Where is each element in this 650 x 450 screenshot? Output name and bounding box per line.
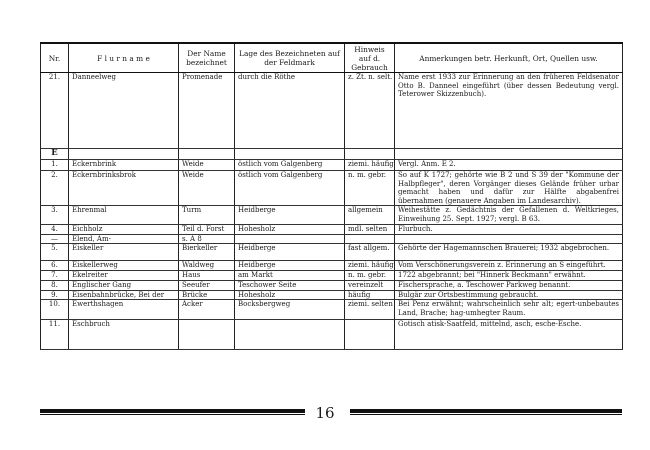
cell-nr: 5. <box>41 244 69 261</box>
cell-bez: s. A 8 <box>179 234 235 244</box>
cell-anm: Vergl. Anm. E 2. <box>395 160 623 171</box>
flurnamen-table <box>40 42 623 350</box>
cell-bez: Teil d. Forst <box>179 224 235 234</box>
table-row <box>41 280 623 290</box>
table-row <box>41 271 623 281</box>
cell-anm: Bulgär zur Ortsbestimmung gebraucht. <box>395 290 623 300</box>
cell-gebrauch <box>345 234 395 244</box>
cell-lage: Hohesholz <box>235 290 345 300</box>
cell-gebrauch: mdl. selten <box>345 224 395 234</box>
cell-name: Elend, Am- <box>69 234 179 244</box>
table-row <box>41 300 623 320</box>
table-row <box>41 234 623 244</box>
cell-lage: Hohesholz <box>235 224 345 234</box>
cell-lage <box>235 234 345 244</box>
cell-lage: östlich vom Galgenberg <box>235 160 345 171</box>
cell-name: Eckernbrinksbrok <box>69 171 179 206</box>
table-row <box>41 171 623 206</box>
cell-nr: 1. <box>41 160 69 171</box>
cell-bez: Bierkeller <box>179 244 235 261</box>
cell-bez: Seeufer <box>179 280 235 290</box>
table-row <box>41 320 623 350</box>
cell-lage: durch die Röthe <box>235 73 345 149</box>
table-row <box>41 261 623 271</box>
cell-nr: 6. <box>41 261 69 271</box>
cell-lage: Bocksbergweg <box>235 300 345 320</box>
cell-anm: Flurbuch. <box>395 224 623 234</box>
cell-anm <box>395 234 623 244</box>
cell-gebrauch: z. Zt. n. selt. <box>345 73 395 149</box>
table-row <box>41 244 623 261</box>
cell-lage: östlich vom Galgenberg <box>235 171 345 206</box>
cell-bez: Brücke <box>179 290 235 300</box>
cell-anm: So auf K 1727; gehörte wie B 2 und S 39 der "Kommune der Halbpfleger", deren Vorgänger dieses Gelände früher urbar gemacht haben und dafür zur Hälfte abgabenfrei übernahmen (genauere Angaben im Landesarchiv). <box>395 171 623 206</box>
col-header-bezeichnet: Der Name bezeichnet <box>179 43 235 73</box>
cell-gebrauch: vereinzelt <box>345 280 395 290</box>
cell-lage <box>235 320 345 350</box>
cell-nr: 21. <box>41 73 69 149</box>
cell-lage: am Markt <box>235 271 345 281</box>
cell-gebrauch: fast allgem. <box>345 244 395 261</box>
section-row <box>41 149 623 160</box>
cell-nr: 8. <box>41 280 69 290</box>
cell-nr: 4. <box>41 224 69 234</box>
cell-anm: 1722 abgebrannt; bei "Hinnerk Beckmann" erwähnt. <box>395 271 623 281</box>
cell-nr: 9. <box>41 290 69 300</box>
cell-name: Eisenbahnbrücke, Bei der <box>69 290 179 300</box>
col-header-flurname: F l u r n a m e <box>69 43 179 73</box>
header-row <box>41 43 623 73</box>
cell-name: Eschbruch <box>69 320 179 350</box>
cell-name: Eichholz <box>69 224 179 234</box>
cell-anm: Gehörte der Hagemannschen Brauerei; 1932 abgebrochen. <box>395 244 623 261</box>
cell-gebrauch: ziemi. selten <box>345 300 395 320</box>
col-header-nr: Nr. <box>41 43 69 73</box>
table-row <box>41 224 623 234</box>
cell-name: Ehrenmal <box>69 206 179 224</box>
cell-nr: 11. <box>41 320 69 350</box>
footer-rule-right-thin <box>350 414 622 415</box>
cell-gebrauch: n. m. gebr. <box>345 171 395 206</box>
cell-gebrauch: allgemein <box>345 206 395 224</box>
cell-nr: 10. <box>41 300 69 320</box>
cell-anm: Name erst 1933 zur Erinnerung an den früheren Feldsenator Otto B. Danneel eingeführt (über dessen Bedeutung vergl. Teterower Skizzenbuch). <box>395 73 623 149</box>
cell-name: Danneelweg <box>69 73 179 149</box>
table-row <box>41 206 623 224</box>
page-number: 16 <box>315 404 335 422</box>
cell-gebrauch: häufig <box>345 290 395 300</box>
cell-name: Ekelreiter <box>69 271 179 281</box>
cell-nr: 2. <box>41 171 69 206</box>
cell-anm: Fischersprache, a. Teschower Parkweg benannt. <box>395 280 623 290</box>
section-letter: E <box>41 149 69 160</box>
cell-gebrauch <box>345 320 395 350</box>
col-header-hinweis: Hinweis auf d. Gebrauch <box>345 43 395 73</box>
cell-bez: Acker <box>179 300 235 320</box>
table-row <box>41 160 623 171</box>
cell-bez: Waldweg <box>179 261 235 271</box>
cell-gebrauch: ziemi. häufig <box>345 160 395 171</box>
cell-name: Ewerthshagen <box>69 300 179 320</box>
cell-name: Eckernbrink <box>69 160 179 171</box>
col-header-lage: Lage des Bezeichneten auf der Feldmark <box>235 43 345 73</box>
cell-gebrauch: n. m. gebr. <box>345 271 395 281</box>
footer-rule-right <box>350 409 622 413</box>
col-header-anmerkungen: Anmerkungen betr. Herkunft, Ort, Quellen usw. <box>395 43 623 73</box>
cell-lage: Heidberge <box>235 244 345 261</box>
cell-bez: Turm <box>179 206 235 224</box>
cell-bez: Promenade <box>179 73 235 149</box>
cell-name: Englischer Gang <box>69 280 179 290</box>
cell-bez <box>179 320 235 350</box>
table-row <box>41 73 623 149</box>
cell-bez: Haus <box>179 271 235 281</box>
cell-anm: Gotisch atisk-Saatfeld, mittelnd, asch, esche-Esche. <box>395 320 623 350</box>
cell-bez: Weide <box>179 160 235 171</box>
cell-lage: Teschower Seite <box>235 280 345 290</box>
cell-anm: Bei Penz erwähnt; wahrscheinlich sehr alt; egert-unbebautes Land, Brache; hag-umhegter Raum. <box>395 300 623 320</box>
cell-nr: 3. <box>41 206 69 224</box>
table-row <box>41 290 623 300</box>
cell-anm: Vom Verschönerungsverein z. Erinnerung an S eingeführt. <box>395 261 623 271</box>
cell-name: Eiskeller <box>69 244 179 261</box>
cell-anm: Weihestätte z. Gedächtnis der Gefallenen d. Weltkrieges, Einweihung 25. Sept. 1927; vergl. B 63. <box>395 206 623 224</box>
cell-nr: — <box>41 234 69 244</box>
cell-name: Eiskellerweg <box>69 261 179 271</box>
cell-lage: Heidberge <box>235 206 345 224</box>
cell-nr: 7. <box>41 271 69 281</box>
cell-bez: Weide <box>179 171 235 206</box>
cell-gebrauch: ziemi. häufig <box>345 261 395 271</box>
cell-lage: Heidberge <box>235 261 345 271</box>
